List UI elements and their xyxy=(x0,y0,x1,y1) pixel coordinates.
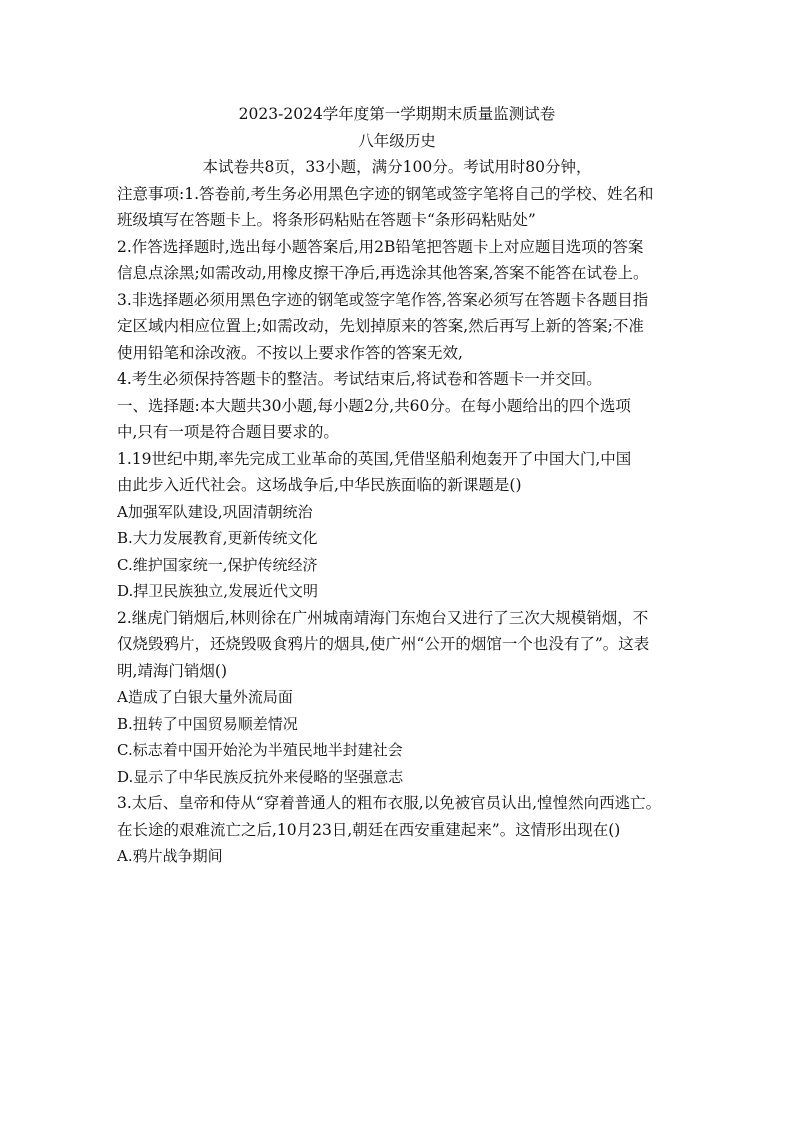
section-heading: 中,只有一项是符合题目要求的。 xyxy=(117,423,339,441)
question-3 xyxy=(117,790,677,870)
notes-line: 3.非选择题必须用黑色字迹的钢笔或签字笔作答,答案必须写在答题卡各题目指 xyxy=(117,290,649,309)
notes-line: 信息点涂黑;如需改动,用橡皮擦干净后,再选涂其他答案,答案不能答在试卷上。 xyxy=(117,264,649,282)
question-stem: 在长途的艰难流亡之后,10月23日,朝廷在西安重建起来”。这情形出现在() xyxy=(117,820,621,839)
question-2 xyxy=(117,605,677,791)
question-stem: 仅烧毁鸦片，还烧毁吸食鸦片的烟具,使广州“公开的烟馆一个也没有了”。这表 xyxy=(117,635,650,653)
notes-line: 注意事项:1.答卷前,考生务必用黑色字迹的钢笔或签字笔将自己的学校、姓名和 xyxy=(117,184,654,203)
option-a: A.鸦片战争期间 xyxy=(117,847,223,865)
option-a: A加强军队建设,巩固清朝统治 xyxy=(117,502,313,521)
option-a: A造成了白银大量外流局面 xyxy=(117,688,293,706)
exam-content xyxy=(117,101,677,870)
notes-line: 2.作答选择题时,选出每小题答案后,用2B铅笔把答题卡上对应题目选项的答案 xyxy=(117,237,644,256)
question-stem: 由此步入近代社会。这场战争后,中华民族面临的新课题是() xyxy=(117,476,522,494)
notes-line: 4.考生必须保持答题卡的整洁。考试结束后,将试卷和答题卡一并交回。 xyxy=(117,370,602,388)
question-stem: 2.继虎门销烟后,林则徐在广州城南靖海门东炮台又进行了三次大规模销烟，不 xyxy=(117,608,649,627)
notes-line: 使用铅笔和涂改液。不按以上要求作答的答案无效, xyxy=(117,343,463,362)
section-heading: 一、选择题:本大题共30小题,每小题2分,共60分。在每小题给出的四个选项 xyxy=(117,396,631,415)
exam-title: 2023-2024学年度第一学期期末质量监测试卷 xyxy=(238,105,556,123)
notes-line: 定区域内相应位置上;如需改动，先划掉原来的答案,然后再写上新的答案;不准 xyxy=(117,317,644,335)
exam-subject: 八年级历史 xyxy=(358,131,436,150)
option-d: D.捍卫民族独立,发展近代文明 xyxy=(117,582,319,600)
question-1 xyxy=(117,446,677,605)
option-b: B.大力发展教育,更新传统文化 xyxy=(117,529,318,547)
option-c: C.标志着中国开始沦为半殖民地半封建社会 xyxy=(117,741,403,759)
question-stem: 3.太后、皇帝和侍从“穿着普通人的粗布衣服,以免被官员认出,惶惶然向西逃亡。 xyxy=(117,794,662,812)
exam-info: 本试卷共8页，33小题，满分100分。考试用时80分钟， xyxy=(202,158,592,176)
option-d: D.显示了中华民族反抗外来侵略的坚强意志 xyxy=(117,767,404,786)
question-stem: 1.19世纪中期,率先完成工业革命的英国,凭借坚船利炮轰开了中国大门,中国 xyxy=(117,449,632,468)
option-b: B.扭转了中国贸易顺差情况 xyxy=(117,714,298,733)
question-stem: 明,靖海门销烟() xyxy=(117,661,228,680)
option-c: C.维护国家统一,保护传统经济 xyxy=(117,555,318,574)
notes-line: 班级填写在答题卡上。将条形码粘贴在答题卡“条形码粘贴处” xyxy=(117,211,536,229)
